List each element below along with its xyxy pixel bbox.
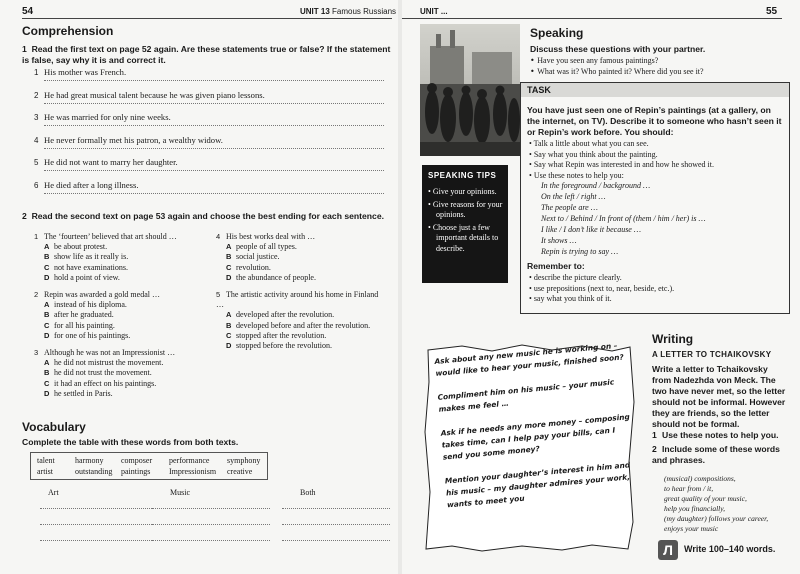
option-letter: A (226, 242, 232, 252)
vocab-word: Impressionism (169, 467, 217, 476)
option-text: not have examinations. (54, 262, 128, 272)
writing-step-number: 1 (652, 430, 657, 440)
unit-title: Famous Russians (332, 7, 397, 16)
task-instruction: You have just seen one of Repin’s paintings (at a gallery, on the internet, on TV). Describe it to someone who hasn’t seen it or Repin’s work before. You should: (527, 105, 782, 137)
speaking-heading: Speaking (530, 26, 584, 40)
mcq-stem (216, 232, 384, 242)
answer-line[interactable] (44, 148, 384, 149)
mcq-number: 3 (34, 348, 39, 357)
mcq-option[interactable] (34, 321, 209, 331)
page-number-right: 55 (766, 6, 778, 17)
vocab-answer-line[interactable] (40, 540, 170, 541)
mcq-item (34, 232, 209, 283)
writing-instruction: Write a letter to Tchaikovsky from Nadezhda von Meck. The two have never met, so the letter should not be informal. However they are friends, so the letter should not be formal. (652, 364, 786, 429)
mcq-item (34, 348, 209, 399)
option-letter: C (226, 330, 232, 340)
mcq-number: 5 (216, 290, 221, 299)
mcq-option[interactable] (34, 273, 209, 283)
bullet-icon: • (529, 160, 534, 169)
mcq-stem (216, 290, 384, 310)
mcq-stem-text: His best works deal with … (226, 232, 316, 241)
mcq-option[interactable] (34, 331, 209, 341)
statement-number: 2 (34, 90, 39, 100)
mcq-option[interactable] (216, 321, 384, 331)
statement-text: He had great musical talent because he was given piano lessons. (44, 89, 265, 100)
writing-step-text: Use these notes to help you. (662, 430, 779, 440)
mcq-number: 2 (34, 290, 39, 299)
option-letter: D (44, 330, 50, 340)
word-box (30, 452, 268, 480)
option-text: instead of his diploma. (54, 300, 127, 310)
option-text: be about protest. (54, 242, 108, 252)
mcq-option[interactable] (216, 331, 384, 341)
remember-text: describe the picture clearly. (533, 273, 622, 282)
remember-item (529, 284, 674, 293)
bullet-icon: • (529, 139, 534, 148)
speaking-tip (428, 200, 504, 221)
statement-row (34, 112, 384, 122)
statement-number: 3 (34, 113, 39, 122)
statement-number: 5 (34, 158, 39, 167)
writing-heading: Writing (652, 332, 694, 346)
mcq-option[interactable] (34, 379, 209, 389)
option-letter: B (226, 252, 232, 262)
writing-phrase: great quality of your music, (664, 494, 747, 503)
task1-number: 1 (22, 44, 27, 54)
mcq-number: 4 (216, 232, 221, 241)
mcq-stem-text: The artistic activity around his home in Finland … (216, 290, 379, 310)
option-text: after he graduated. (54, 310, 114, 320)
option-text: the abundance of people. (236, 272, 316, 282)
option-letter: B (226, 320, 232, 330)
option-text: stopped before the revolution. (236, 341, 332, 351)
vocab-word: performance (169, 456, 210, 465)
writing-phrase: enjoys your music (664, 524, 719, 533)
option-letter: D (44, 272, 50, 282)
left-page (0, 0, 398, 574)
comprehension-heading: Comprehension (22, 24, 114, 38)
speaking-instruction: Discuss these questions with your partner. (530, 44, 706, 54)
statement-number: 4 (34, 135, 39, 145)
option-text: stopped after the revolution. (236, 330, 327, 340)
writing-phrase: (musical) compositions, (664, 474, 736, 483)
writing-word-count: Write 100–140 words. (684, 544, 776, 554)
running-head-left (300, 7, 396, 16)
task-bullet (529, 160, 714, 169)
option-letter: C (226, 262, 232, 272)
speaking-tips-title: SPEAKING TIPS (428, 171, 497, 180)
statement-text: He never formally met his patron, a wealthy widow. (44, 134, 223, 145)
bullet-icon: • (530, 56, 538, 65)
mcq-option[interactable] (34, 389, 209, 399)
option-text: show life as it really is. (54, 252, 129, 262)
task1-text: Read the first text on page 52 again. Are these statements true or false? If the statement is false, say why it is and correct it. (22, 44, 391, 65)
mcq-option[interactable] (216, 310, 384, 320)
option-text: he did not mistrust the movement. (54, 358, 164, 368)
vocab-answer-line[interactable] (40, 508, 170, 509)
mcq-stem (34, 232, 209, 242)
mcq-option[interactable] (216, 341, 384, 351)
statement-row (34, 135, 384, 145)
writing-step (652, 444, 786, 466)
remember-text: use prepositions (next to, near, beside, etc.). (533, 283, 675, 293)
speaking-tip (428, 223, 504, 255)
bullet-icon: • (530, 67, 538, 76)
bullet-icon: • (529, 273, 534, 282)
task-bullet-text: Use these notes to help you: (533, 170, 624, 180)
option-letter: D (44, 388, 50, 398)
mcq-item (216, 232, 384, 283)
mcq-stem-text: Although he was not an Impressionist … (44, 348, 176, 357)
mcq-item (216, 290, 384, 351)
task-note: Repin is trying to say … (541, 247, 619, 256)
option-text: it had an effect on his paintings. (54, 378, 157, 388)
speaking-question (530, 56, 658, 65)
note-line: Ask if he needs any more money – composing takes time, can I help pay your bills, can I send you some money? (440, 412, 631, 462)
answer-line[interactable] (44, 170, 384, 171)
bullet-icon: • (428, 222, 433, 232)
mcq-option[interactable] (34, 242, 209, 252)
option-letter: B (44, 252, 50, 262)
mcq-option[interactable] (216, 273, 384, 283)
vocab-answer-line[interactable] (152, 540, 270, 541)
statement-number: 1 (34, 68, 39, 77)
note-card (422, 342, 636, 554)
remember-item (529, 273, 622, 282)
writing-phrase: (my daughter) follows your career, (664, 514, 769, 523)
speaking-question (530, 67, 704, 76)
option-letter: C (44, 262, 50, 272)
option-letter: B (44, 368, 50, 378)
note-line: Mention your daughter’s interest in him and his music – my daughter admires your work, wants to meet you (444, 460, 631, 510)
writing-step (652, 430, 786, 441)
task-note: In the foreground / background … (541, 181, 651, 190)
vocab-word: harmony (75, 456, 104, 465)
vocab-word: paintings (121, 467, 151, 476)
task-bullet-text: Say what you think about the painting. (533, 149, 658, 159)
watermark-logo: Л (658, 540, 678, 560)
task1-instruction (22, 44, 392, 66)
bullet-icon: • (529, 283, 534, 293)
bullet-icon: • (529, 170, 534, 180)
mcq-option[interactable] (216, 263, 384, 273)
mcq-option[interactable] (34, 310, 209, 320)
bullet-icon: • (428, 199, 433, 209)
mcq-stem-text: The ‘fourteen’ believed that art should … (44, 232, 177, 241)
page-number-left: 54 (22, 6, 34, 17)
task-title-bar (521, 83, 789, 97)
mcq-option[interactable] (34, 252, 209, 262)
statement-row (34, 157, 384, 167)
mcq-number: 1 (34, 232, 39, 241)
mcq-stem-text: Repin was awarded a gold medal … (44, 290, 160, 299)
task-bullet-text: Say what Repin was interested in and how he showed it. (533, 160, 714, 169)
option-text: revolution. (236, 262, 271, 272)
task-note: On the left / right … (541, 192, 606, 201)
task-bullet (529, 150, 658, 159)
option-letter: B (44, 310, 50, 320)
option-text: developed before and after the revolution. (236, 320, 371, 330)
vocab-word: artist (37, 467, 53, 476)
mcq-option[interactable] (34, 263, 209, 273)
speaking-tips-box (422, 165, 508, 283)
writing-subheading: A LETTER TO TCHAIKOVSKY (652, 350, 772, 359)
option-text: developed after the revolution. (236, 310, 335, 320)
option-letter: A (44, 358, 50, 368)
statement-row (34, 90, 384, 100)
task-note: Next to / Behind / In front of (them / him / her) is … (541, 214, 706, 223)
repin-painting-illustration (420, 24, 520, 156)
speaking-question-text: Have you seen any famous paintings? (537, 56, 659, 65)
option-letter: D (226, 272, 232, 282)
vocab-answer-line[interactable] (282, 508, 390, 509)
speaking-tip-text: Give reasons for your opinions. (432, 199, 503, 219)
option-text: for all his painting. (54, 320, 115, 330)
vocab-word: symphony (227, 456, 261, 465)
vocab-word: creative (227, 467, 253, 476)
mcq-item (34, 290, 209, 341)
remember-title: Remember to: (527, 261, 585, 271)
writing-step-text: Include some of these words and phrases. (652, 444, 780, 465)
task-title: TASK (527, 85, 551, 95)
speaking-tip (428, 187, 504, 198)
answer-line[interactable] (44, 193, 384, 194)
mcq-stem (34, 290, 209, 300)
statement-text: His mother was French. (44, 67, 127, 77)
note-line: Ask about any new music he is working on – would like to hear your music, finished soon? (434, 340, 625, 378)
vocab-answer-line[interactable] (152, 508, 270, 509)
option-text: social justice. (236, 252, 280, 262)
option-letter: C (44, 320, 50, 330)
vocab-answer-line[interactable] (152, 524, 270, 525)
note-line: Compliment him on his music – your music makes me feel … (437, 377, 615, 414)
vocab-answer-line[interactable] (282, 540, 390, 541)
mcq-option[interactable] (34, 358, 209, 368)
task-bullet-text: Talk a little about what you can see. (533, 139, 649, 148)
vocab-answer-line[interactable] (282, 524, 390, 525)
vocabulary-heading: Vocabulary (22, 420, 86, 434)
answer-line[interactable] (44, 103, 384, 104)
option-text: he did not trust the movement. (54, 368, 152, 378)
header-rule (22, 18, 392, 19)
option-text: for one of his paintings. (54, 330, 131, 340)
vocab-word: outstanding (75, 467, 113, 476)
task-note: It shows … (541, 236, 577, 245)
option-text: he settled in Paris. (54, 388, 113, 398)
speaking-tip-text: Give your opinions. (432, 187, 497, 196)
writing-phrase: help you financially, (664, 504, 726, 513)
option-letter: A (226, 310, 232, 320)
column-header-both: Both (300, 488, 316, 497)
mcq-option[interactable] (216, 242, 384, 252)
option-letter: A (44, 300, 50, 310)
task-bullet (529, 139, 649, 148)
statement-row (34, 67, 384, 77)
vocab-word: composer (121, 456, 153, 465)
answer-line[interactable] (44, 125, 384, 126)
task2-number: 2 (22, 211, 27, 221)
right-page (402, 0, 800, 574)
option-letter: A (44, 242, 50, 252)
statement-number: 6 (34, 180, 39, 190)
task-bullet (529, 171, 624, 180)
mcq-option[interactable] (216, 252, 384, 262)
answer-line[interactable] (44, 80, 384, 81)
vocabulary-instruction: Complete the table with these words from both texts. (22, 437, 239, 447)
writing-step-number: 2 (652, 444, 657, 454)
option-letter: C (44, 378, 50, 388)
task2-instruction (22, 211, 392, 222)
column-header-art: Art (48, 488, 59, 497)
column-header-music: Music (170, 488, 190, 497)
bullet-icon: • (428, 187, 433, 196)
bullet-icon: • (529, 149, 534, 159)
mcq-stem (34, 348, 209, 358)
speaking-question-text: What was it? Who painted it? Where did you see it? (537, 67, 704, 76)
mcq-option[interactable] (34, 368, 209, 378)
task-note: I like / I don’t like it because … (541, 225, 641, 234)
option-text: people of all types. (236, 242, 297, 252)
bullet-icon: • (529, 294, 534, 303)
statement-text: He died after a long illness. (44, 179, 139, 190)
running-head-right: UNIT ... (420, 7, 448, 16)
task-note: The people are … (541, 203, 598, 212)
speaking-tip-text: Choose just a few important details to describe. (432, 222, 499, 253)
unit-label: UNIT 13 (300, 7, 330, 16)
header-rule-right (402, 18, 782, 19)
vocab-word: talent (37, 456, 55, 465)
writing-phrase: to hear from / it, (664, 484, 714, 493)
option-letter: D (226, 341, 232, 351)
mcq-option[interactable] (34, 300, 209, 310)
statement-text: He did not want to marry her daughter. (44, 157, 178, 167)
statement-row (34, 180, 384, 190)
remember-item (529, 294, 612, 303)
statement-text: He was married for only nine weeks. (44, 112, 171, 122)
remember-text: say what you think of it. (533, 294, 612, 303)
option-text: hold a point of view. (54, 272, 120, 282)
task2-text: Read the second text on page 53 again and choose the best ending for each sentence. (31, 211, 384, 221)
vocab-answer-line[interactable] (40, 524, 170, 525)
task-box (520, 82, 790, 314)
